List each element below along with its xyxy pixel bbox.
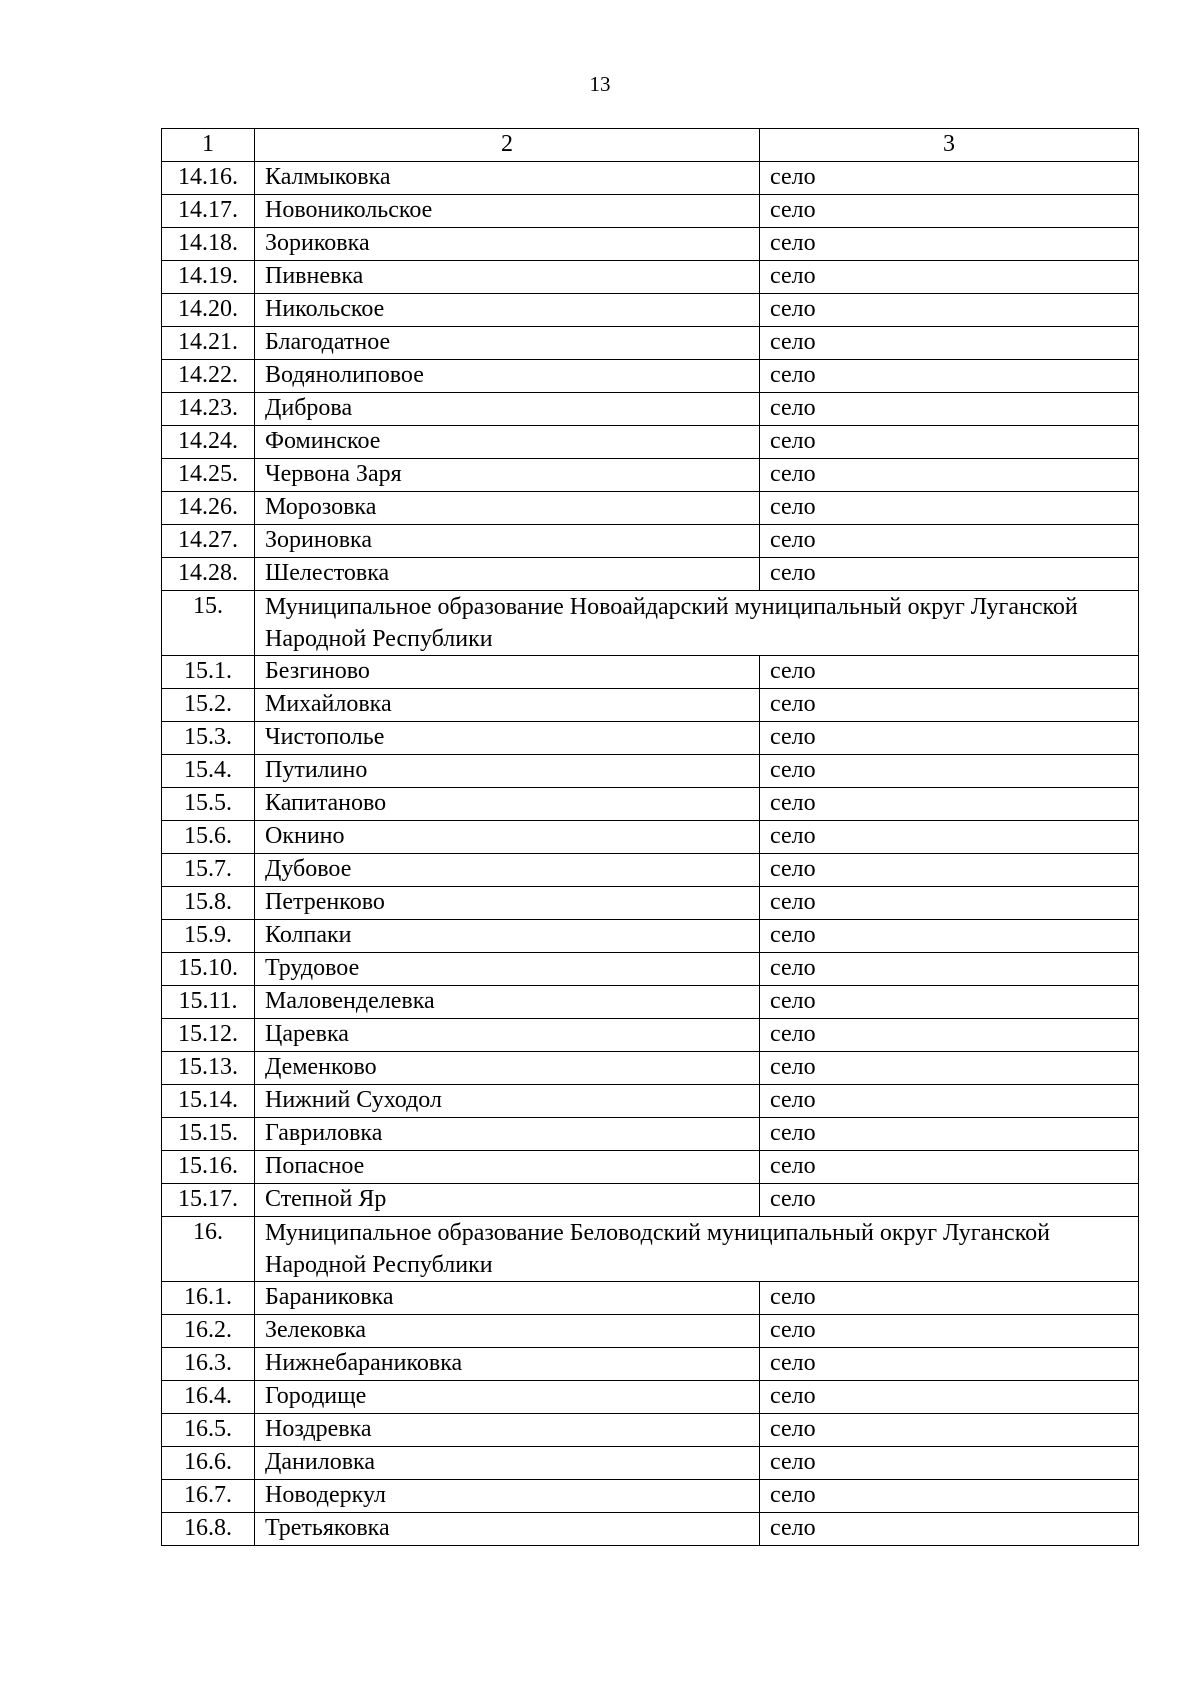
row-number: 15.2. <box>162 689 255 722</box>
settlement-type: село <box>760 1282 1139 1315</box>
row-number: 14.18. <box>162 228 255 261</box>
settlement-type: село <box>760 195 1139 228</box>
settlement-type: село <box>760 162 1139 195</box>
settlement-name: Окнино <box>255 821 760 854</box>
settlement-name: Пивневка <box>255 261 760 294</box>
settlement-type: село <box>760 1085 1139 1118</box>
table-row <box>162 558 1139 591</box>
settlement-type: село <box>760 1151 1139 1184</box>
row-number: 15.3. <box>162 722 255 755</box>
settlement-name: Попасное <box>255 1151 760 1184</box>
settlement-type: село <box>760 1480 1139 1513</box>
row-number: 15.1. <box>162 656 255 689</box>
settlement-name: Благодатное <box>255 327 760 360</box>
row-number: 16.1. <box>162 1282 255 1315</box>
row-number: 15.8. <box>162 887 255 920</box>
table-row <box>162 1513 1139 1546</box>
settlement-type: село <box>760 327 1139 360</box>
settlement-name: Новодеркул <box>255 1480 760 1513</box>
settlement-type: село <box>760 228 1139 261</box>
settlement-type: село <box>760 426 1139 459</box>
settlement-name: Третьяковка <box>255 1513 760 1546</box>
settlement-name: Калмыковка <box>255 162 760 195</box>
table-row <box>162 294 1139 327</box>
settlement-type: село <box>760 656 1139 689</box>
table-row <box>162 525 1139 558</box>
settlement-name: Нижний Суходол <box>255 1085 760 1118</box>
row-number: 16.4. <box>162 1381 255 1414</box>
row-number: 15.11. <box>162 986 255 1019</box>
row-number: 16.3. <box>162 1348 255 1381</box>
settlement-type: село <box>760 1513 1139 1546</box>
table-row <box>162 1151 1139 1184</box>
row-number: 16.6. <box>162 1447 255 1480</box>
row-number: 16. <box>162 1217 255 1282</box>
row-number: 15.13. <box>162 1052 255 1085</box>
settlement-type: село <box>760 1348 1139 1381</box>
settlement-type: село <box>760 887 1139 920</box>
settlement-type: село <box>760 1381 1139 1414</box>
settlement-name: Зелековка <box>255 1315 760 1348</box>
table-row <box>162 1282 1139 1315</box>
row-number: 15.17. <box>162 1184 255 1217</box>
row-number: 16.2. <box>162 1315 255 1348</box>
row-number: 16.8. <box>162 1513 255 1546</box>
settlement-name: Трудовое <box>255 953 760 986</box>
table-row <box>162 162 1139 195</box>
settlement-name: Диброва <box>255 393 760 426</box>
settlement-name: Городище <box>255 1381 760 1414</box>
table-row <box>162 1447 1139 1480</box>
row-number: 15.4. <box>162 755 255 788</box>
row-number: 14.23. <box>162 393 255 426</box>
settlement-name: Червона Заря <box>255 459 760 492</box>
table-row <box>162 195 1139 228</box>
settlement-name: Бараниковка <box>255 1282 760 1315</box>
table-row <box>162 755 1139 788</box>
row-number: 15.9. <box>162 920 255 953</box>
settlement-name: Новоникольское <box>255 195 760 228</box>
row-number: 14.20. <box>162 294 255 327</box>
table-row <box>162 1019 1139 1052</box>
group-row <box>162 591 1139 656</box>
row-number: 16.7. <box>162 1480 255 1513</box>
table-body <box>162 129 1139 1546</box>
settlement-type: село <box>760 294 1139 327</box>
settlement-type: село <box>760 755 1139 788</box>
settlement-name: Безгиново <box>255 656 760 689</box>
settlement-type: село <box>760 360 1139 393</box>
row-number: 15.14. <box>162 1085 255 1118</box>
table-row <box>162 1480 1139 1513</box>
table-row <box>162 228 1139 261</box>
table-row <box>162 360 1139 393</box>
settlement-type: село <box>760 1019 1139 1052</box>
table-header-row <box>162 129 1139 162</box>
settlement-type: село <box>760 1184 1139 1217</box>
settlement-name: Путилино <box>255 755 760 788</box>
row-number: 14.28. <box>162 558 255 591</box>
settlement-name: Нижнебараниковка <box>255 1348 760 1381</box>
settlement-name: Чистополье <box>255 722 760 755</box>
row-number: 14.27. <box>162 525 255 558</box>
row-number: 16.5. <box>162 1414 255 1447</box>
table-row <box>162 1118 1139 1151</box>
settlement-name: Зориновка <box>255 525 760 558</box>
table-row <box>162 1348 1139 1381</box>
row-number: 14.21. <box>162 327 255 360</box>
row-number: 15.10. <box>162 953 255 986</box>
settlement-type: село <box>760 492 1139 525</box>
table-row <box>162 821 1139 854</box>
row-number: 15.7. <box>162 854 255 887</box>
table-row <box>162 887 1139 920</box>
row-number: 14.22. <box>162 360 255 393</box>
settlement-type: село <box>760 920 1139 953</box>
row-number: 14.19. <box>162 261 255 294</box>
settlement-name: Шелестовка <box>255 558 760 591</box>
settlement-name: Царевка <box>255 1019 760 1052</box>
table-row <box>162 426 1139 459</box>
settlement-name: Даниловка <box>255 1447 760 1480</box>
table-row <box>162 953 1139 986</box>
settlement-name: Никольское <box>255 294 760 327</box>
row-number: 14.26. <box>162 492 255 525</box>
table-row <box>162 788 1139 821</box>
row-number: 15.12. <box>162 1019 255 1052</box>
header-cell-1: 1 <box>162 129 255 162</box>
settlement-name: Михайловка <box>255 689 760 722</box>
settlement-name: Петренково <box>255 887 760 920</box>
row-number: 15.6. <box>162 821 255 854</box>
settlement-type: село <box>760 1315 1139 1348</box>
table-row <box>162 393 1139 426</box>
settlement-type: село <box>760 525 1139 558</box>
settlement-type: село <box>760 854 1139 887</box>
table-row <box>162 986 1139 1019</box>
settlement-name: Колпаки <box>255 920 760 953</box>
settlement-name: Капитаново <box>255 788 760 821</box>
settlement-type: село <box>760 1052 1139 1085</box>
row-number: 15.15. <box>162 1118 255 1151</box>
settlement-type: село <box>760 821 1139 854</box>
settlement-type: село <box>760 1414 1139 1447</box>
settlement-name: Дубовое <box>255 854 760 887</box>
settlement-name: Водянолиповое <box>255 360 760 393</box>
header-cell-2: 2 <box>255 129 760 162</box>
settlement-type: село <box>760 986 1139 1019</box>
table-row <box>162 920 1139 953</box>
table-row <box>162 1085 1139 1118</box>
table-row <box>162 1414 1139 1447</box>
table-row <box>162 656 1139 689</box>
table-row <box>162 1052 1139 1085</box>
group-row <box>162 1217 1139 1282</box>
settlement-type: село <box>760 689 1139 722</box>
row-number: 15. <box>162 591 255 656</box>
row-number: 14.24. <box>162 426 255 459</box>
settlement-name: Гавриловка <box>255 1118 760 1151</box>
row-number: 14.25. <box>162 459 255 492</box>
table-row <box>162 1315 1139 1348</box>
settlement-type: село <box>760 953 1139 986</box>
settlement-name: Маловенделевка <box>255 986 760 1019</box>
table-row <box>162 722 1139 755</box>
municipality-name: Муниципальное образование Беловодский муниципальный округ Луганской Народной Республики <box>255 1217 1139 1282</box>
row-number: 14.16. <box>162 162 255 195</box>
table-row <box>162 1381 1139 1414</box>
header-cell-3: 3 <box>760 129 1139 162</box>
settlement-type: село <box>760 1118 1139 1151</box>
row-number: 15.5. <box>162 788 255 821</box>
settlement-name: Зориковка <box>255 228 760 261</box>
settlement-type: село <box>760 459 1139 492</box>
table-row <box>162 854 1139 887</box>
settlement-type: село <box>760 1447 1139 1480</box>
table-row <box>162 261 1139 294</box>
municipality-name: Муниципальное образование Новоайдарский муниципальный округ Луганской Народной Республики <box>255 591 1139 656</box>
settlement-type: село <box>760 558 1139 591</box>
row-number: 14.17. <box>162 195 255 228</box>
table-row <box>162 492 1139 525</box>
settlement-name: Степной Яр <box>255 1184 760 1217</box>
table-row <box>162 689 1139 722</box>
page-number: 13 <box>589 72 611 96</box>
settlement-type: село <box>760 788 1139 821</box>
settlement-name: Фоминское <box>255 426 760 459</box>
table-row <box>162 459 1139 492</box>
settlement-name: Ноздревка <box>255 1414 760 1447</box>
settlement-name: Морозовка <box>255 492 760 525</box>
table-row <box>162 327 1139 360</box>
row-number: 15.16. <box>162 1151 255 1184</box>
settlements-table <box>161 128 1139 1546</box>
settlement-type: село <box>760 722 1139 755</box>
table-row <box>162 1184 1139 1217</box>
settlement-type: село <box>760 393 1139 426</box>
settlement-name: Деменково <box>255 1052 760 1085</box>
settlement-type: село <box>760 261 1139 294</box>
